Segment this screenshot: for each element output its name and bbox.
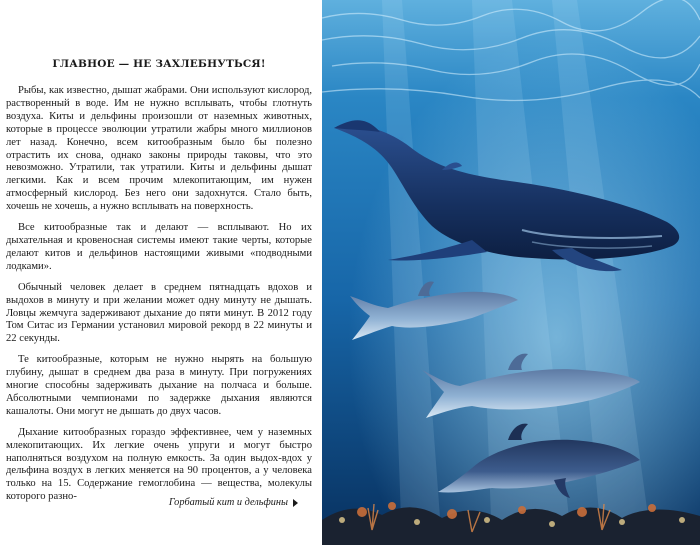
- article-heading: ГЛАВНОЕ — НЕ ЗАХЛЕБНУТЬСЯ!: [52, 58, 266, 70]
- paragraph-1: Рыбы, как известно, дышат жабрами. Они используют кислород, растворенный в воде. Им не нужно всплывать, чтобы глотнуть воздуха. Киты и дельфины произошли от наземных животных, которые в процессе эволюции утратили жабры много миллионов лет назад. Конечно, всем китообразным было бы полезно отрастить их снова, однако законы природы таковы, что это невозможно. Утратили, так утратили. Киты и дельфины дышат легкими. Как и всем прочим млекопитающим, им нужен атмосферный кислород. Без него они задохнутся. Стало быть, хочешь не хочешь, а нужно всплывать на поверхность.: [6, 85, 312, 213]
- underwater-illustration: [322, 0, 700, 545]
- figure-caption: [169, 497, 298, 508]
- illustration-canvas: [322, 0, 700, 545]
- text-column: [0, 0, 322, 545]
- paragraph-5: Дыхание китообразных гораздо эффективнее, чем у наземных млекопитающих. Их легкие очень упруги и могут быстро наполняться воздухом на полную емкость. За один выдох-вдох у дельфина воздух в легких меняется на 90 процентов, а у человека только на 15. Содержание гемоглобина — вещества, молекулы которого разно-: [6, 426, 312, 503]
- caption-text: Горбатый кит и дельфины: [168, 497, 288, 508]
- arrow-right-icon: [293, 499, 298, 507]
- paragraph-3: Обычный человек делает в среднем пятнадцать вдохов и выдохов в минуту и при желании может одну минуту не дышать. Ловцы жемчуга задерживают дыхание до пяти минут. В 2012 году Том Ситас из Германии установил мировой рекорд в 22 минуты и 22 секунды.: [6, 281, 312, 345]
- paragraph-4: Те китообразные, которым не нужно нырять на большую глубину, дышат в среднем два раза в минуту. При погружениях многие способны задерживать дыхание на полчаса и больше. Абсолютными чемпионами по задержке дыхания являются кашалоты. Они могут не дышать до двух часов.: [6, 354, 312, 417]
- paragraph-2: Все китообразные так и делают — всплывают. Но их дыхательная и кровеносная системы имеют такие черты, которые делают китов и дельфинов настоящими живыми «подводными лодками».: [6, 222, 312, 272]
